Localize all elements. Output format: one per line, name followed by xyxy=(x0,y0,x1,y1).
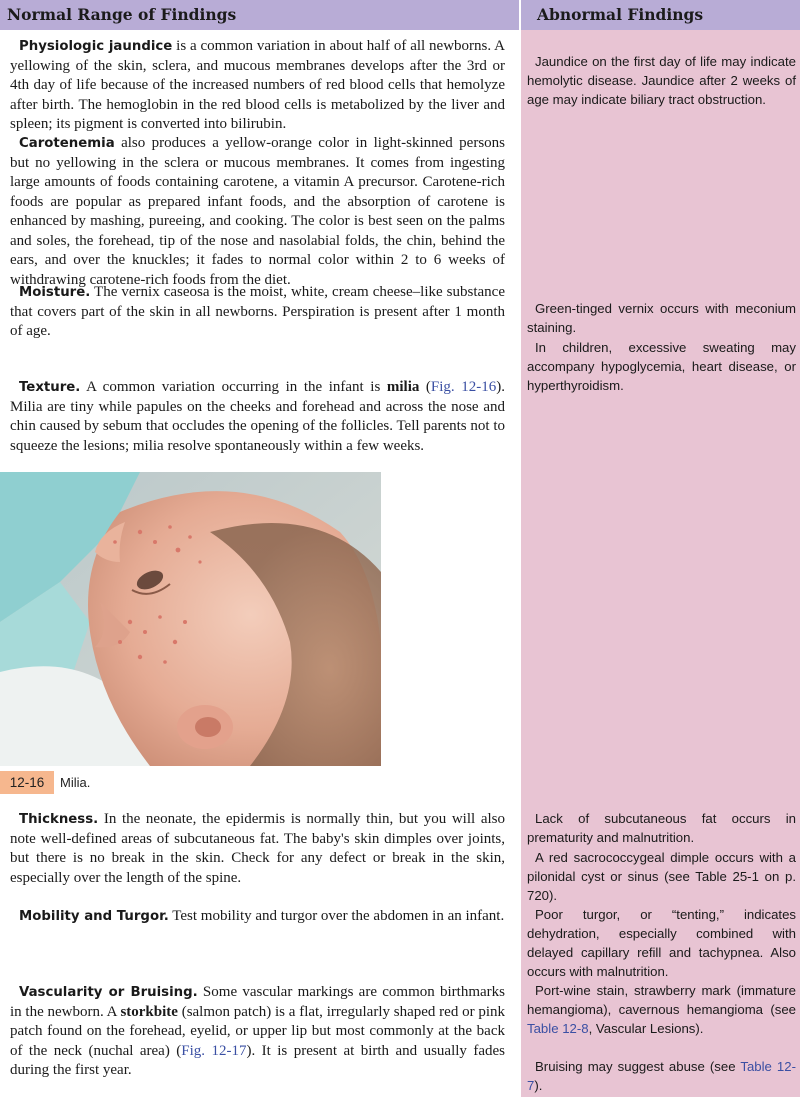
thickness-term: Thickness. xyxy=(19,812,99,827)
abnormal-sweating-text: In children, excessive sweating may accompany hypoglycemia, heart disease, or hyperthyroidism. xyxy=(527,340,796,393)
mobility-turgor-term: Mobility and Turgor. xyxy=(19,909,169,924)
abnormal-vernix-text: Green-tinged vernix occurs with meconium staining. xyxy=(527,301,796,335)
texture-term: Texture. xyxy=(19,380,81,395)
abnormal-bruising-text xyxy=(527,1057,796,1095)
portwine-text-a: Port-wine stain, strawberry mark (immature hemangioma), cavernous hemangioma (see xyxy=(527,983,796,1017)
milia-infant-photo xyxy=(0,472,381,766)
vascularity-text-c: ). It is present at birth and usually fades during the first year. xyxy=(10,1042,505,1078)
normal-range-header: Normal Range of Findings xyxy=(0,0,519,30)
texture-paragraph xyxy=(10,378,505,456)
figure-caption: Milia. xyxy=(60,775,91,790)
texture-text-c: ). Milia are tiny while papules on the cheeks and forehead and across the nose and chin caused by sebum that occludes the opening of the follicles. Tell parents not to squeeze the lesions; milia resolve spontaneously within a few weeks. xyxy=(10,379,505,454)
abnormal-jaundice-text: Jaundice on the first day of life may indicate hemolytic disease. Jaundice after 2 weeks of age may indicate biliary tract obstruction. xyxy=(527,54,796,107)
vascularity-paragraph xyxy=(10,983,505,1081)
mobility-turgor-paragraph xyxy=(10,907,505,927)
mobility-turgor-text: Test mobility and turgor over the abdomen in an infant. xyxy=(168,908,505,924)
abnormal-turgor-text: Poor turgor, or “tenting,” indicates dehydration, especially combined with delayed capillary refill and tachypnea. Also occurs with malnutrition. xyxy=(527,907,796,979)
storkbite-term: storkbite xyxy=(120,1003,178,1020)
texture-text-a: A common variation occurring in the infant is xyxy=(80,379,387,395)
abnormal-findings-header: Abnormal Findings xyxy=(521,0,800,30)
column-divider xyxy=(519,0,521,1097)
vascularity-term: Vascularity or Bruising. xyxy=(19,985,198,1000)
physiologic-jaundice-term: Physiologic jaundice xyxy=(19,39,173,54)
texture-text-b: ( xyxy=(419,379,431,395)
table-12-7-link[interactable]: Table 12-7 xyxy=(527,1059,796,1093)
abnormal-portwine-text xyxy=(527,981,796,1038)
carotenemia-term: Carotenemia xyxy=(19,136,115,151)
abnormal-fat-text: Lack of subcutaneous fat occurs in prematurity and malnutrition. xyxy=(527,811,796,845)
fig-12-17-link[interactable]: Fig. 12-17 xyxy=(181,1042,247,1059)
thickness-text: In the neonate, the epidermis is normally thin, but you will also note well-defined areas of subcutaneous fat. The baby's skin dimples over joints, but there is no break in the skin. Check for any defect or break in the skin, especially over the length of the spine. xyxy=(10,811,505,886)
vascularity-text-b: (salmon patch) is a flat, irregularly shaped red or pink patch found on the forehead, eyelid, or upper lip but most commonly at the back of the neck (nuchal area) ( xyxy=(10,1003,505,1059)
physiologic-jaundice-paragraph xyxy=(10,37,505,135)
physiologic-jaundice-text: is a common variation in about half of all newborns. A yellowing of the skin, sclera, and mucous membranes develops after the 3rd or 4th day of life because of the increased numbers of red blood cells that hemolyze after birth. The hemoglobin in the red blood cells is metabolized by the liver and spleen; its pigment is converted into bilirubin. xyxy=(10,38,505,132)
bruising-text-b: ). xyxy=(534,1078,543,1093)
vascularity-text-a: Some vascular markings are common birthmarks in the newborn. A xyxy=(10,984,505,1020)
bruising-text-a: Bruising may suggest abuse (see xyxy=(535,1059,741,1074)
moisture-term: Moisture. xyxy=(19,285,91,300)
carotenemia-paragraph xyxy=(10,134,505,290)
figure-label: 12-16 xyxy=(0,771,54,794)
table-12-8-link[interactable]: Table 12-8 xyxy=(527,1021,589,1036)
moisture-paragraph xyxy=(10,283,505,342)
milia-term: milia xyxy=(386,379,420,395)
fig-12-16-link[interactable]: Fig. 12-16 xyxy=(430,379,497,395)
thickness-paragraph xyxy=(10,810,505,888)
abnormal-dimple-text: A red sacrococcygeal dimple occurs with a pilonidal cyst or sinus (see Table 25-1 on p. 720). xyxy=(527,850,796,903)
carotenemia-text: also produces a yellow-orange color in light-skinned persons but no yellowing in the sclera or mucous membranes. It comes from ingesting large amounts of foods containing carotene, a vitamin A precursor. Carotene-rich foods are popular as prepared infant foods, and the absorption of carotene is enhanced by mashing, pureeing, and cooking. The color is best seen on the palms and soles, the forehead, tip of the nose and nasolabial folds, the chin, behind the ears, and over the knuckles; it fades to normal color within 2 to 6 weeks of withdrawing carotene-rich foods from the diet. xyxy=(10,135,505,288)
moisture-text: The vernix caseosa is the moist, white, cream cheese–like substance that covers part of the skin in all newborns. Perspiration is present after 1 month of age. xyxy=(10,284,505,339)
portwine-text-b: , Vascular Lesions). xyxy=(588,1021,704,1036)
